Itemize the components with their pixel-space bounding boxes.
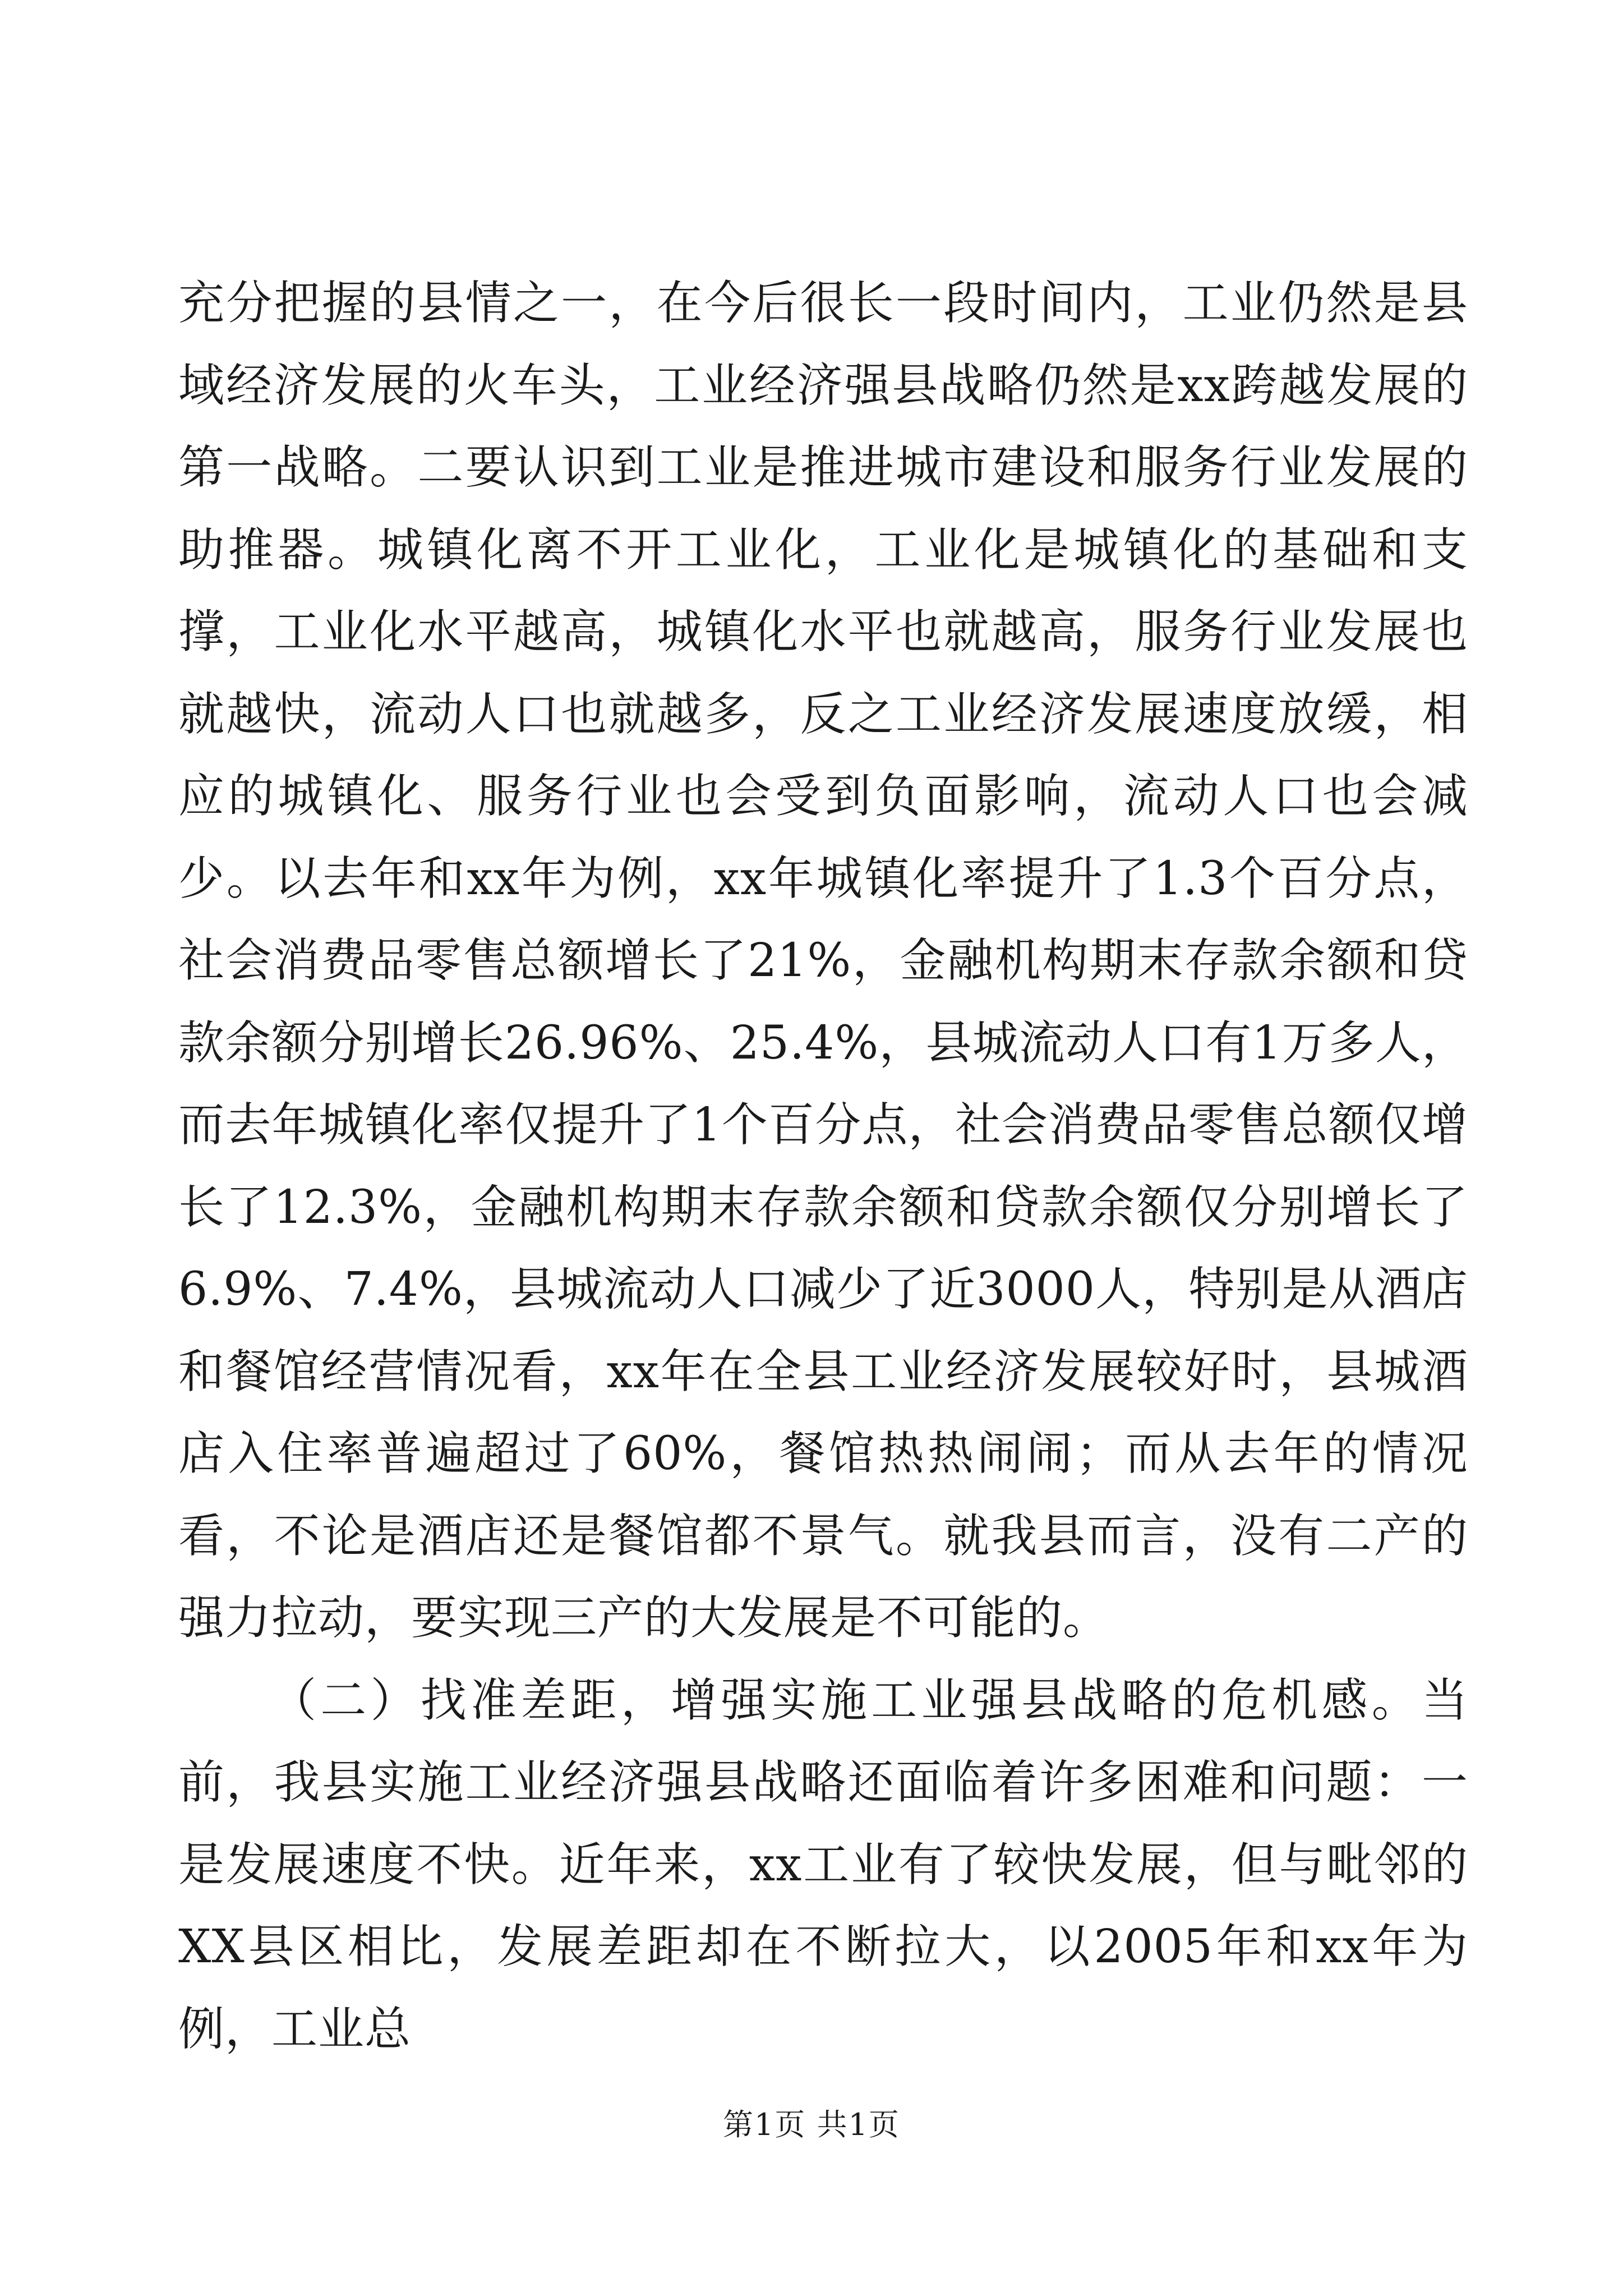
paragraph-continued: 充分把握的县情之一，在今后很长一段时间内，工业仍然是县域经济发展的火车头，工业经济强县战略仍然是xx跨越发展的第一战略。二要认识到工业是推进城市建设和服务行业发展的助推器。城镇化离不开工业化，工业化是城镇化的基础和支撑，工业化水平越高，城镇化水平也就越高，服务行业发展也就越快，流动人口也就越多，反之工业经济发展速度放缓，相应的城镇化、服务行业也会受到负面影响，流动人口也会减少。以去年和xx年为例，xx年城镇化率提升了1.3个百分点，社会消费品零售总额增长了21%，金融机构期末存款余额和贷款余额分别增长26.96%、25.4%，县城流动人口有1万多人，而去年城镇化率仅提升了1个百分点，社会消费品零售总额仅增长了12.3%，金融机构期末存款余额和贷款余额仅分别增长了6.9%、7.4%，县城流动人口减少了近3000人，特别是从酒店和餐馆经营情况看，xx年在全县工业经济发展较好时，县城酒店入住率普遍超过了60%，餐馆热热闹闹；而从去年的情况看，不论是酒店还是餐馆都不景气。就我县而言，没有二产的强力拉动，要实现三产的大发展是不可能的。	[178, 277, 1468, 1645]
page-footer: 第1页 共1页	[723, 2107, 900, 2142]
document-body	[178, 263, 1468, 2070]
paragraph-section-two: （二）找准差距，增强实施工业强县战略的危机感。当前，我县实施工业经济强县战略还面临着许多困难和问题：一是发展速度不快。近年来，xx工业有了较快发展，但与毗邻的XX县区相比，发展差距却在不断拉大，以2005年和xx年为例，工业总	[178, 1673, 1468, 2056]
